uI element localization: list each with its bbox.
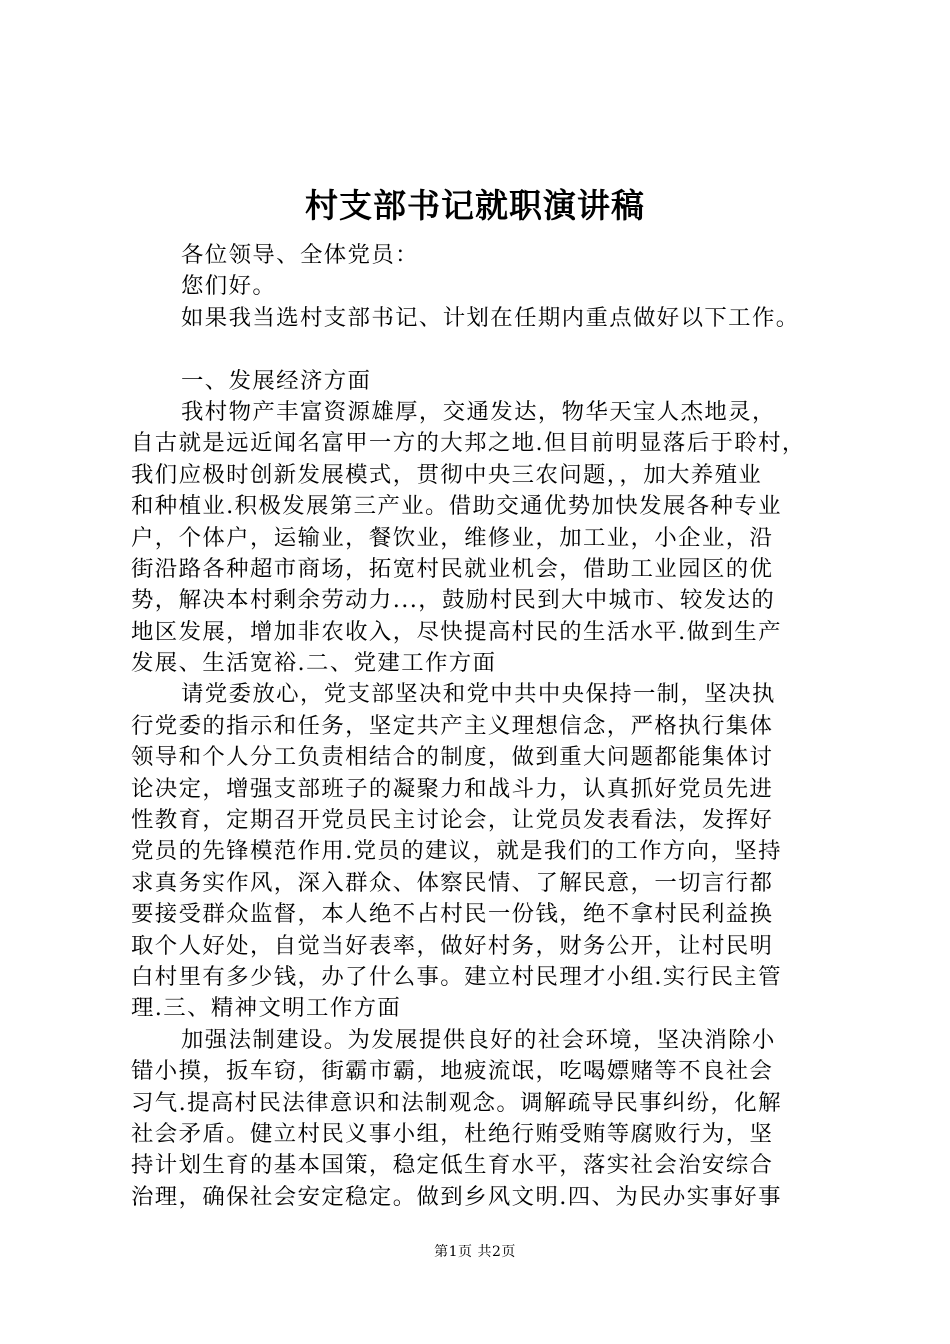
text-line: 性教育，定期召开党员民主讨论会，让党员发表看法，发挥好 <box>131 807 774 834</box>
paragraph-gap <box>131 334 837 365</box>
text-line: 势，解决本村剩余劳动力...，鼓励村民到大中城市、较发达的 <box>131 587 776 614</box>
text-line: 求真务实作风，深入群众、体察民情、了解民意，一切言行都 <box>131 869 774 896</box>
text-line: 要接受群众监督，本人绝不占村民一份钱，绝不拿村民利益换 <box>131 901 774 928</box>
page-footer: 第1页 共2页 <box>434 1244 516 1260</box>
text-line: 行党委的指示和任务，坚定共产主义理想信念，严格执行集体 <box>131 712 774 739</box>
text-line: 我们应极时创新发展模式，贯彻中央三农问题，，加大养殖业 <box>131 461 763 488</box>
document-title: 村支部书记就职演讲稿 <box>305 186 645 225</box>
intro-line: 如果我当选村支部书记、计划在任期内重点做好以下工作。 <box>181 304 800 331</box>
text-line: 领导和个人分工负责相结合的制度，做到重大问题都能集体讨 <box>131 744 774 771</box>
text-line: 习气.提高村民法律意识和法制观念。调解疏导民事纠纷，化解 <box>131 1089 782 1116</box>
text-line: 发展、生活宽裕.二、党建工作方面 <box>131 650 497 677</box>
text-line: 理.三、精神文明工作方面 <box>131 995 402 1022</box>
text-line: 和种植业.积极发展第三产业。借助交通优势加快发展各种专业 <box>131 493 782 520</box>
text-line: 我村物产丰富资源雄厚，交通发达，物华天宝人杰地灵， <box>181 398 776 425</box>
text-line: 户，个体户，运输业，餐饮业，维修业，加工业，小企业，沿 <box>131 524 774 551</box>
text-line: 治理，确保社会安定稳定。做到乡风文明.四、为民办实事好事 <box>131 1183 782 1210</box>
text-line: 请党委放心，党支部坚决和党中共中央保持一制，坚决执 <box>181 681 776 708</box>
text-line: 持计划生育的基本国策，稳定低生育水平，落实社会治安综合 <box>131 1152 774 1179</box>
text-line: 地区发展，增加非农收入，尽快提高村民的生活水平.做到生产 <box>131 618 782 645</box>
greeting-line: 您们好。 <box>181 273 277 300</box>
text-line: 错小摸，扳车窃，街霸市霸，地疲流氓，吃喝嫖赌等不良社会 <box>131 1058 774 1085</box>
text-line: 街沿路各种超市商场，拓宽村民就业机会，借助工业园区的优 <box>131 555 774 582</box>
text-line: 取个人好处，自觉当好表率，做好村务，财务公开，让村民明 <box>131 932 774 959</box>
text-line: 白村里有多少钱，办了什么事。建立村民理才小组.实行民主管 <box>131 963 782 990</box>
document-body <box>131 240 837 1213</box>
text-line: 社会矛盾。健立村民义事小组，杜绝行贿受贿等腐败行为，坚 <box>131 1120 774 1147</box>
salutation-line: 各位领导、全体党员： <box>181 242 419 268</box>
text-line: 加强法制建设。为发展提供良好的社会环境，坚决消除小 <box>181 1026 776 1053</box>
text-line: 党员的先锋模范作用.党员的建议，就是我们的工作方向，坚持 <box>131 838 782 865</box>
text-line: 自古就是远近闻名富甲一方的大邦之地.但目前明显落后于聆村， <box>131 430 806 457</box>
text-line: 论决定，增强支部班子的凝聚力和战斗力，认真抓好党员先进 <box>131 775 774 802</box>
section-heading: 一、发展经济方面 <box>181 367 372 394</box>
